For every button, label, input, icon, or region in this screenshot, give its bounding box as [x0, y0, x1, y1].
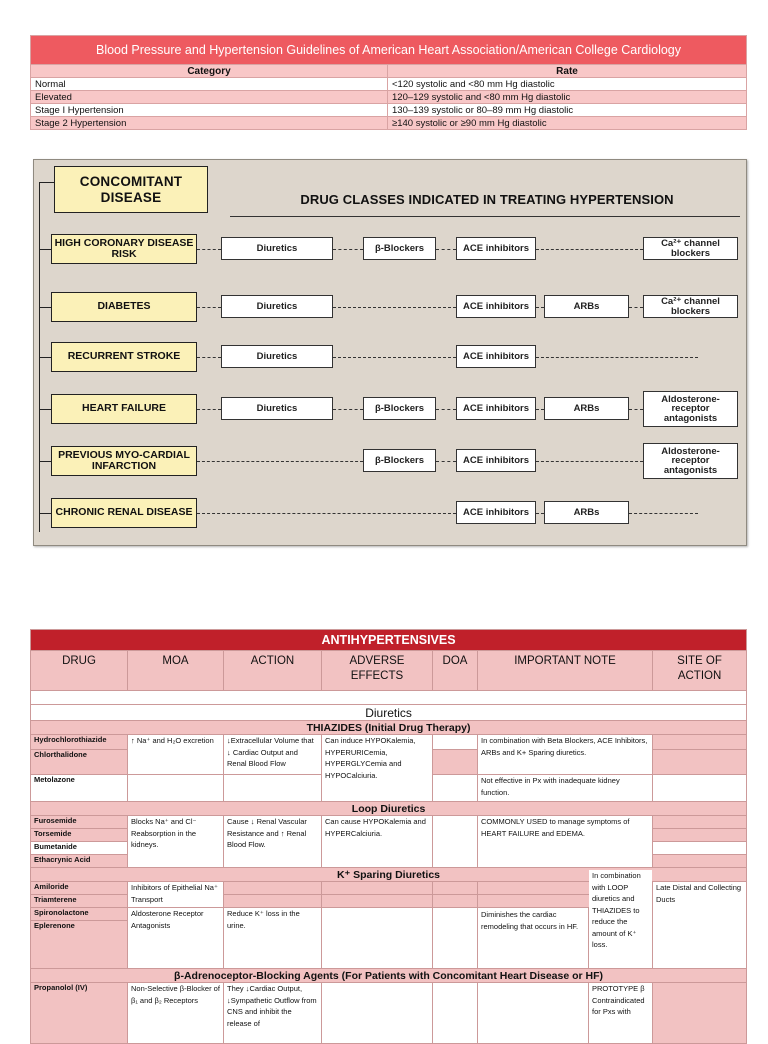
bp-header-rate: Rate	[388, 65, 747, 78]
drug-box-arbs: ARBs	[544, 397, 629, 420]
adverse-cell: Can induce HYPOKalemia, HYPERURICemia, HYPERGLYCemia and HYPOCalciuria.	[322, 735, 433, 802]
disease-row	[34, 497, 748, 529]
note-cell: In combination with Beta Blockers, ACE Inhibitors, ARBs and K+ Sparing diuretics.	[478, 735, 653, 775]
bp-rate: 120–129 systolic and <80 mm Hg diastolic	[388, 91, 747, 104]
adverse-cell: Can cause HYPOKalemia and HYPERCalciuria.	[322, 816, 433, 868]
bp-row	[31, 78, 747, 91]
disease-row	[34, 291, 748, 323]
bp-rate: ≥140 systolic or ≥90 mm Hg diastolic	[388, 117, 747, 130]
disease-box: CHRONIC RENAL DISEASE	[51, 498, 197, 528]
col-header-adverse-effects: ADVERSE EFFECTS	[322, 651, 433, 691]
subsection-thiazides: THIAZIDES (Initial Drug Therapy)	[31, 721, 747, 735]
antihypertensives-title: ANTIHYPERTENSIVES	[31, 630, 747, 651]
col-header-action: ACTION	[224, 651, 322, 691]
moa-cell: Inhibitors of Epithelial Na⁺ Transport	[128, 882, 224, 908]
note-cell: Diminishes the cardiac remodeling that occurs in HF.	[478, 908, 589, 968]
drug-box-ca-channel-blockers: Ca²⁺ channel blockers	[643, 237, 738, 260]
drug-box-ace-inhibitors: ACE inhibitors	[456, 237, 536, 260]
disease-box: HEART FAILURE	[51, 394, 197, 424]
disease-box: RECURRENT STROKE	[51, 342, 197, 372]
drug-name: Chlorthalidone	[31, 750, 128, 775]
drug-box-ca-channel-blockers: Ca²⁺ channel blockers	[643, 295, 738, 318]
drug-classes-title: DRUG CLASSES INDICATED IN TREATING HYPERTENSION	[300, 192, 674, 207]
site-cell: Late Distal and Collecting Ducts	[653, 882, 747, 969]
drug-box-diuretics: Diuretics	[221, 345, 333, 368]
note-cell: COMMONLY USED to manage symptoms of HEART FAILURE and EDEMA.	[478, 816, 653, 868]
action-cell: Cause ↓ Renal Vascular Resistance and ↑ Renal Blood Flow.	[224, 816, 322, 868]
subsection-loop: Loop Diuretics	[31, 802, 747, 816]
drug-box-ace-inhibitors: ACE inhibitors	[456, 449, 536, 472]
drug-name: Hydrochlorothiazide	[31, 735, 128, 750]
drug-box-diuretics: Diuretics	[221, 397, 333, 420]
drug-name: Eplerenone	[31, 921, 128, 969]
bp-row	[31, 91, 747, 104]
drug-box-diuretics: Diuretics	[221, 295, 333, 318]
disease-box: DIABETES	[51, 292, 197, 322]
diagram-connector	[39, 182, 54, 183]
bp-guidelines-table	[30, 35, 747, 130]
table-row	[31, 816, 747, 829]
disease-box: HIGH CORONARY DISEASE RISK	[51, 234, 197, 264]
drug-box-ace-inhibitors: ACE inhibitors	[456, 501, 536, 524]
bp-category: Stage I Hypertension	[31, 104, 388, 117]
title-underline	[230, 216, 740, 217]
note-cell: Not effective in Px with inadequate kidney function.	[478, 775, 653, 802]
bp-rate: 130–139 systolic or 80–89 mm Hg diastolic	[388, 104, 747, 117]
action-cell: They ↓Cardiac Output, ↓Sympathetic Outflow from CNS and inhibit the release of	[224, 983, 322, 1044]
bp-row	[31, 117, 747, 130]
drug-box-aldosterone-antagonists: Aldosterone-receptor antagonists	[643, 391, 738, 427]
drug-name: Spironolactone	[31, 908, 128, 921]
action-cell: Reduce K⁺ loss in the urine.	[224, 908, 322, 969]
disease-row	[34, 445, 748, 477]
drug-box-diuretics: Diuretics	[221, 237, 333, 260]
drug-box-beta-blockers: β-Blockers	[363, 449, 436, 472]
drug-box-arbs: ARBs	[544, 295, 629, 318]
col-header-important-note: IMPORTANT NOTE	[478, 651, 653, 691]
table-row	[31, 735, 747, 750]
drug-box-beta-blockers: β-Blockers	[363, 397, 436, 420]
subsection-k-sparing: K⁺ Sparing Diuretics	[31, 868, 747, 882]
table-row	[31, 983, 747, 1044]
bp-header-category: Category	[31, 65, 388, 78]
drug-name: Furosemide	[31, 816, 128, 829]
disease-box: PREVIOUS MYO-CARDIAL INFARCTION	[51, 446, 197, 476]
bp-rate: <120 systolic and <80 mm Hg diastolic	[388, 78, 747, 91]
moa-cell: ↑ Na⁺ and H₂O excretion	[128, 735, 224, 775]
bp-category: Elevated	[31, 91, 388, 104]
drug-class-diagram	[33, 159, 747, 546]
action-cell: ↓Extracellular Volume that ↓ Cardiac Output and Renal Blood Flow	[224, 735, 322, 775]
moa-cell: Non-Selective β-Blocker of β₁ and β₂ Receptors	[128, 983, 224, 1044]
moa-cell: Blocks Na⁺ and Cl⁻ Reabsorption in the kidneys.	[128, 816, 224, 868]
drug-name: Amiloride	[31, 882, 128, 895]
drug-name: Triamterene	[31, 895, 128, 908]
antihypertensives-table	[30, 629, 747, 1044]
section-diuretics: Diuretics	[31, 705, 747, 721]
disease-row	[34, 233, 748, 265]
bp-category: Stage 2 Hypertension	[31, 117, 388, 130]
drug-name: Bumetanide	[31, 842, 128, 855]
moa-cell: Aldosterone Receptor Antagonists	[128, 908, 224, 969]
col-header-drug: DRUG	[31, 651, 128, 691]
col-header-moa: MOA	[128, 651, 224, 691]
drug-box-ace-inhibitors: ACE inhibitors	[456, 345, 536, 368]
drug-name: Ethacrynic Acid	[31, 855, 128, 868]
concomitant-disease-label: CONCOMITANT DISEASE	[54, 166, 208, 213]
drug-name: Propanolol (IV)	[31, 983, 128, 1044]
bp-row	[31, 104, 747, 117]
drug-box-beta-blockers: β-Blockers	[363, 237, 436, 260]
drug-box-aldosterone-antagonists: Aldosterone-receptor antagonists	[643, 443, 738, 479]
col-header-doa: DOA	[433, 651, 478, 691]
table-row	[31, 908, 747, 921]
drug-name: Metolazone	[31, 775, 128, 802]
bp-table-title: Blood Pressure and Hypertension Guidelines of American Heart Association/American College Cardiology	[31, 36, 747, 65]
bp-category: Normal	[31, 78, 388, 91]
note-combo-cell: In combination with LOOP diuretics and THIAZIDES to reduce the amount of K⁺ loss.	[589, 870, 652, 968]
drug-box-ace-inhibitors: ACE inhibitors	[456, 295, 536, 318]
disease-row	[34, 341, 748, 373]
drug-box-ace-inhibitors: ACE inhibitors	[456, 397, 536, 420]
note-cell: PROTOTYPE β Contraindicated for Pxs with	[592, 984, 645, 1016]
col-header-site-of-action: SITE OF ACTION	[653, 651, 747, 691]
disease-row	[34, 393, 748, 425]
drug-name: Torsemide	[31, 829, 128, 842]
subsection-beta-blockers: β-Adrenoceptor-Blocking Agents (For Patients with Concomitant Heart Disease or HF)	[31, 969, 747, 983]
drug-box-arbs: ARBs	[544, 501, 629, 524]
